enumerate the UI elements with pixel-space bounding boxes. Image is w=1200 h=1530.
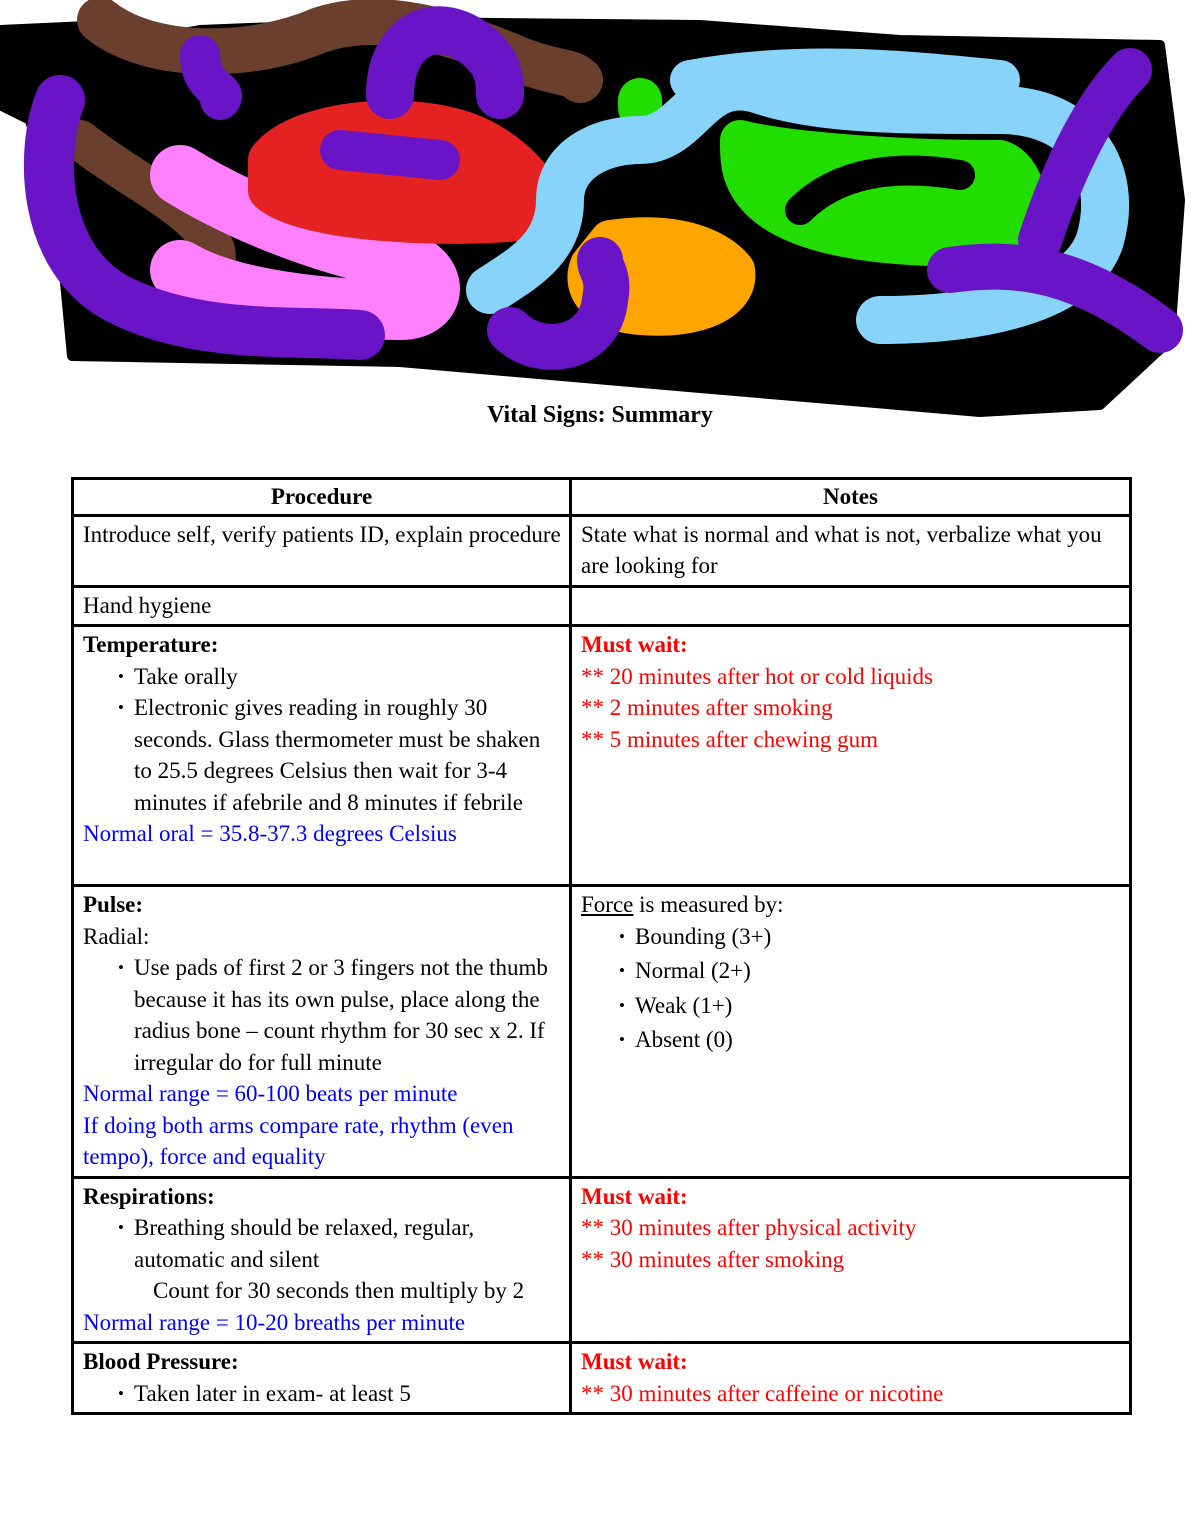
- force-word: Force: [581, 892, 634, 917]
- list-item: [118, 692, 561, 818]
- temperature-normal: Normal oral = 35.8-37.3 degrees Celsius: [83, 821, 457, 846]
- table-row: [73, 626, 1131, 886]
- procedure-cell: Introduce self, verify patients ID, explain procedure: [73, 515, 571, 586]
- procedure-cell: [73, 1177, 571, 1343]
- header-procedure: Procedure: [73, 479, 571, 516]
- temperature-bullets: [83, 661, 561, 819]
- document-title: Vital Signs: Summary: [487, 402, 713, 428]
- respirations-continuation: Count for 30 seconds then multiply by 2: [153, 1278, 525, 1303]
- force-rest: is measured by:: [633, 892, 784, 917]
- table-header-row: [73, 479, 1131, 516]
- notes-cell: [571, 626, 1131, 886]
- pulse-heading: Pulse:: [83, 892, 144, 917]
- pulse-normal: Normal range = 60-100 beats per minute: [83, 1081, 458, 1106]
- force-bullets: [581, 921, 1121, 1056]
- list-item: • Normal (2+): [619, 955, 1121, 987]
- procedure-cell: [73, 1343, 571, 1414]
- wait-note: ** 20 minutes after hot or cold liquids: [581, 663, 933, 689]
- list-item-text: • Electronic gives reading in roughly 30 seconds. Glass thermometer must be shaken to 25.5 degrees Celsius then wait for 3-4 minutes if afebrile and 8 minutes if febrile: [134, 695, 541, 815]
- pulse-extra: If doing both arms compare rate, rhythm (even tempo), force and equality: [83, 1112, 514, 1169]
- notes-cell: [571, 886, 1131, 1178]
- must-wait-heading: Must wait:: [581, 632, 688, 657]
- must-wait-heading: Must wait:: [581, 1183, 688, 1209]
- header-notes: Notes: [571, 479, 1131, 516]
- notes-cell: [571, 1177, 1131, 1343]
- respirations-heading: Respirations:: [83, 1183, 215, 1209]
- list-item: • Take orally: [118, 661, 561, 693]
- wait-note: ** 30 minutes after caffeine or nicotine: [581, 1380, 944, 1406]
- vital-signs-table: [71, 477, 1132, 1415]
- list-item: • Breathing should be relaxed, regular, automatic and silent: [118, 1212, 561, 1275]
- list-item: • Bounding (3+): [619, 921, 1121, 953]
- scribble-banner-image: [0, 0, 1200, 440]
- wait-note: ** 30 minutes after smoking: [581, 1246, 845, 1272]
- must-wait-heading: Must wait:: [581, 1349, 688, 1374]
- notes-cell: [571, 1343, 1131, 1414]
- respirations-bullets: [83, 1212, 561, 1275]
- respirations-normal: Normal range = 10-20 breaths per minute: [83, 1309, 466, 1335]
- list-item: • Absent (0): [619, 1024, 1121, 1056]
- wait-note: ** 30 minutes after physical activity: [581, 1215, 917, 1240]
- notes-cell: [571, 586, 1131, 626]
- blood-pressure-bullets: [83, 1378, 561, 1410]
- notes-cell: State what is normal and what is not, verbalize what you are looking for: [571, 515, 1131, 586]
- pulse-bullets: [83, 952, 561, 1078]
- pulse-subheading: Radial:: [83, 923, 150, 949]
- wait-note: ** 5 minutes after chewing gum: [581, 726, 879, 752]
- wait-note: ** 2 minutes after smoking: [581, 695, 833, 720]
- list-item: • Use pads of first 2 or 3 fingers not the thumb because it has its own pulse, place along the radius bone – count rhythm for 30 sec x 2. If irregular do for full minute: [118, 952, 561, 1078]
- table-row: [73, 1177, 1131, 1343]
- procedure-cell: Hand hygiene: [73, 586, 571, 626]
- procedure-cell: [73, 886, 571, 1178]
- procedure-cell: [73, 626, 571, 886]
- blood-pressure-heading: Blood Pressure:: [83, 1349, 239, 1374]
- table-row: [73, 586, 1131, 626]
- list-item: • Taken later in exam- at least 5: [118, 1378, 561, 1410]
- table-row: [73, 886, 1131, 1178]
- list-item: • Weak (1+): [619, 990, 1121, 1022]
- force-intro: [581, 889, 1121, 921]
- table-row: [73, 1343, 1131, 1414]
- temperature-heading: Temperature:: [83, 632, 219, 657]
- table-row: [73, 515, 1131, 586]
